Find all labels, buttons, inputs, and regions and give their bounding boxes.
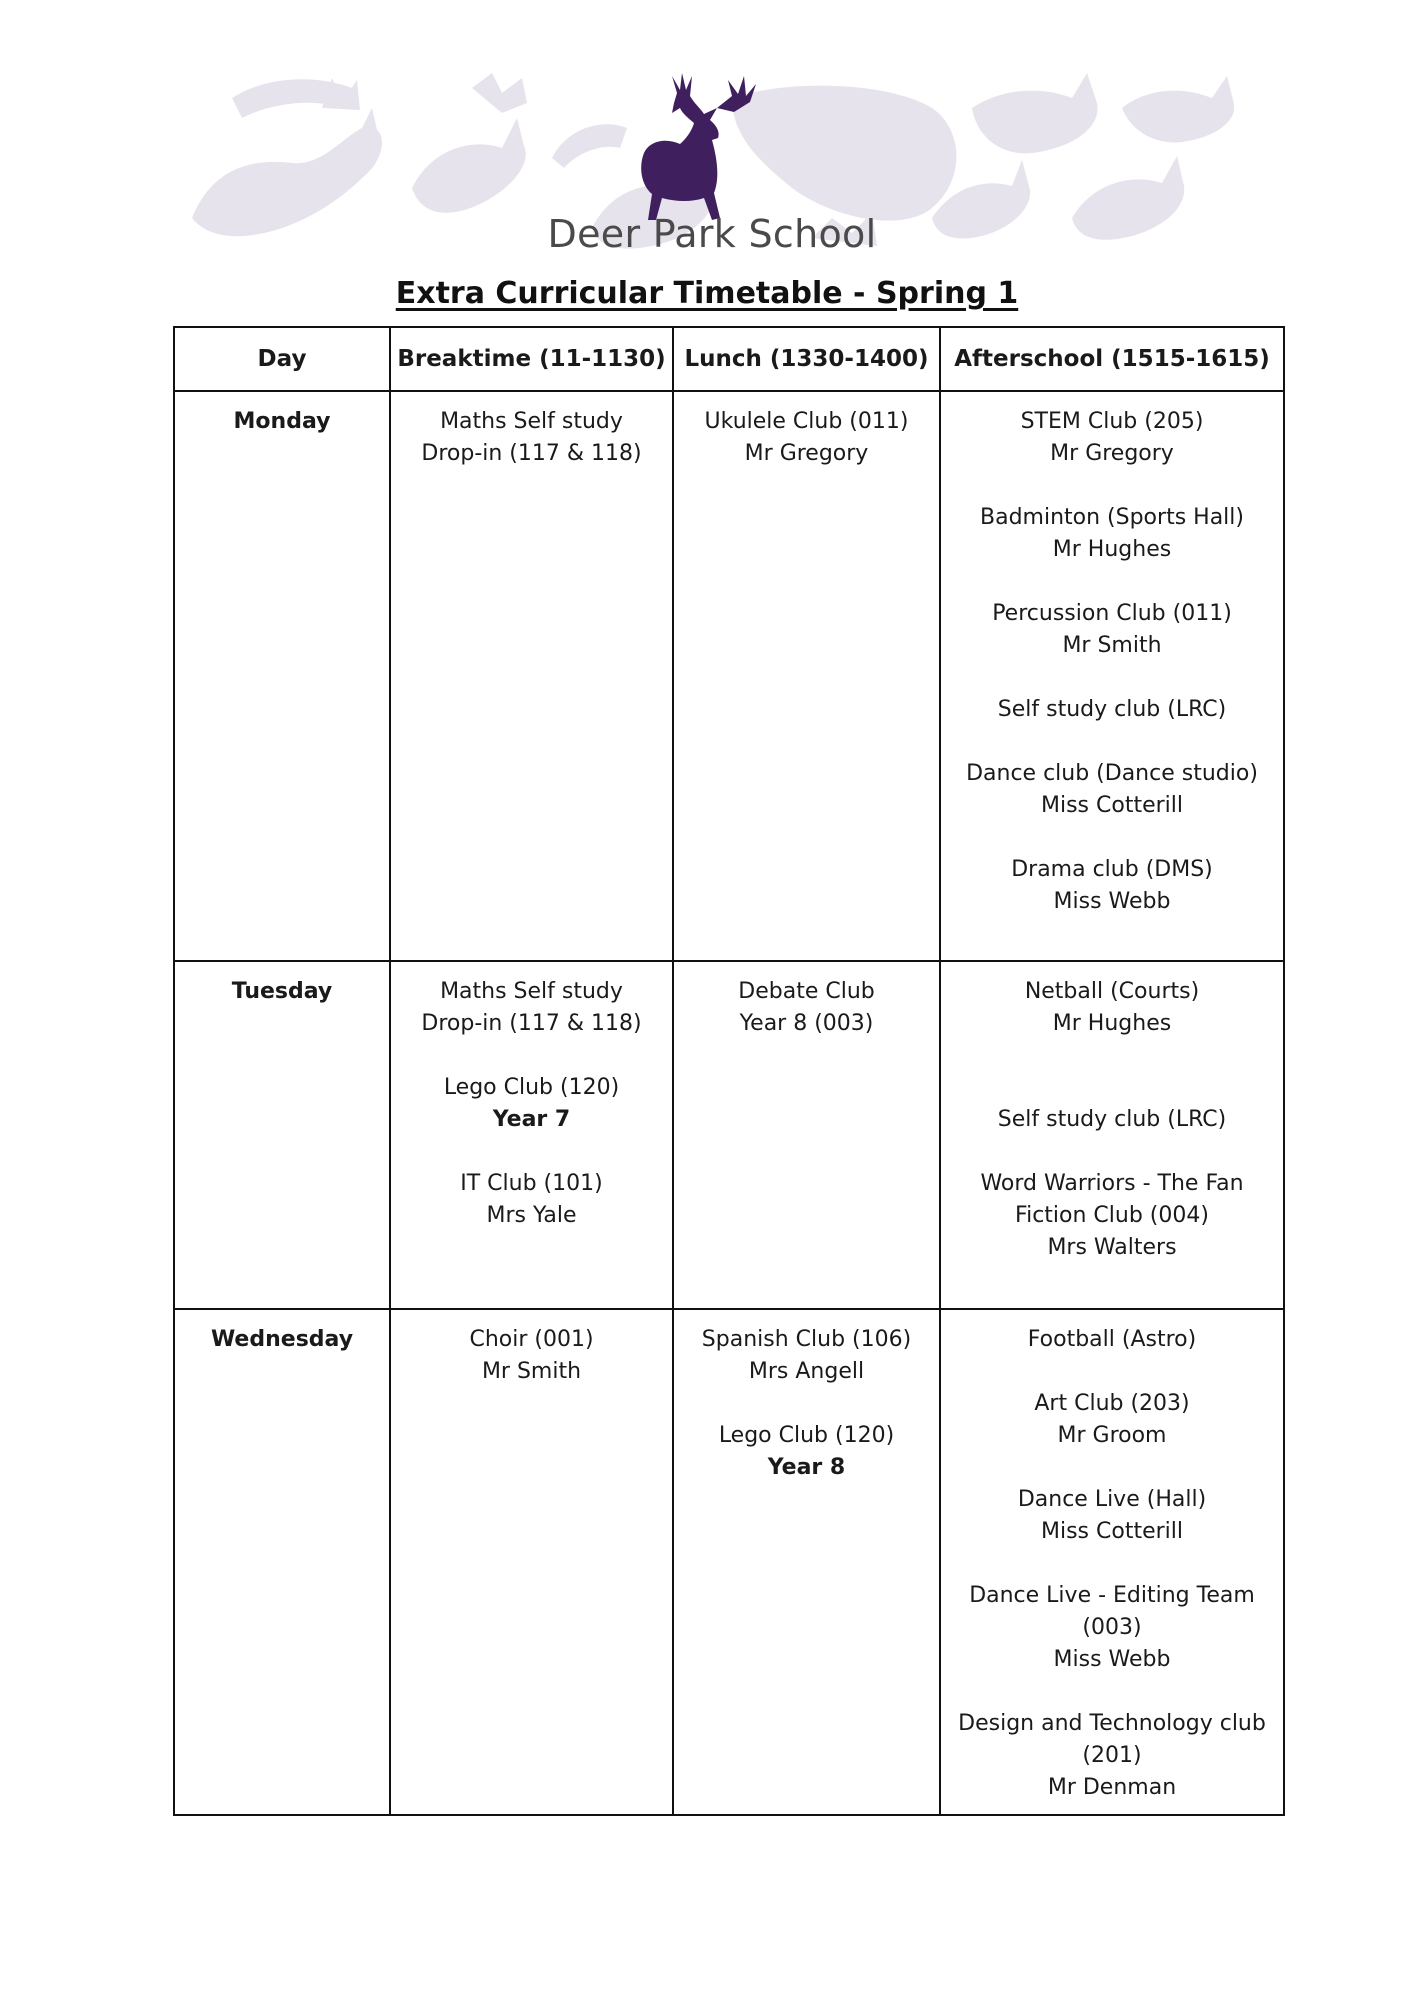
activity-detail: Drop-in (117 & 118) xyxy=(421,1011,642,1036)
activity-entry xyxy=(947,1388,1277,1452)
activity-detail: Mr Gregory xyxy=(1050,441,1174,466)
activity-entry xyxy=(680,976,933,1040)
activity-entry xyxy=(397,1072,666,1136)
activity-entry xyxy=(947,598,1277,662)
activity-name: Art Club (203) xyxy=(1034,1391,1190,1416)
column-header-lunch: Lunch (1330-1400) xyxy=(673,327,940,391)
school-name: Deer Park School xyxy=(547,212,877,256)
day-cell: Tuesday xyxy=(174,961,390,1309)
activity-entry xyxy=(947,1168,1277,1264)
activity-name: Spanish Club (106) xyxy=(701,1327,912,1352)
activity-detail: Miss Cotterill xyxy=(1040,793,1183,818)
activity-name: Lego Club (120) xyxy=(718,1423,895,1448)
activity-detail: Miss Webb xyxy=(1053,1647,1171,1672)
activity-entry xyxy=(947,1484,1277,1548)
lunch-cell xyxy=(673,1309,940,1815)
school-header xyxy=(172,68,1252,264)
activity-detail: Miss Cotterill xyxy=(1040,1519,1183,1544)
activity-name: Drama club (DMS) xyxy=(1011,857,1213,882)
activity-entry xyxy=(947,854,1277,918)
activity-entry xyxy=(947,406,1277,470)
activity-name: Maths Self study xyxy=(440,409,623,434)
activity-name: Badminton (Sports Hall) xyxy=(980,505,1244,530)
stag-icon xyxy=(641,73,756,220)
table-row-tuesday xyxy=(174,961,1284,1309)
day-cell: Monday xyxy=(174,391,390,961)
activity-entry xyxy=(680,1420,933,1484)
day-cell: Wednesday xyxy=(174,1309,390,1815)
activity-detail: Mr Groom xyxy=(1057,1423,1167,1448)
activity-name: Football (Astro) xyxy=(1027,1327,1197,1352)
activity-detail: Mr Hughes xyxy=(1052,1011,1172,1036)
activity-name: Self study club (LRC) xyxy=(997,1107,1227,1132)
timetable xyxy=(173,326,1285,1816)
lunch-cell xyxy=(673,961,940,1309)
activity-name: Dance club (Dance studio) xyxy=(966,761,1258,786)
column-header-breaktime: Breaktime (11-1130) xyxy=(390,327,673,391)
breaktime-cell xyxy=(390,961,673,1309)
activity-detail: Mr Denman xyxy=(1047,1775,1177,1800)
activity-detail: Mr Smith xyxy=(1062,633,1162,658)
activity-room: (003) xyxy=(1082,1615,1142,1640)
activity-entry xyxy=(397,406,666,470)
activity-name: IT Club (101) xyxy=(460,1171,603,1196)
activity-detail: Year 8 (003) xyxy=(739,1011,874,1036)
activity-detail: Mr Gregory xyxy=(744,441,869,466)
activity-entry xyxy=(947,1104,1277,1136)
activity-entry xyxy=(680,406,933,470)
activity-year-group: Year 8 xyxy=(767,1455,846,1480)
activity-detail: Mrs Angell xyxy=(748,1359,865,1384)
activity-name-continued: Fiction Club (004) xyxy=(1015,1203,1209,1228)
activity-room: (201) xyxy=(1082,1743,1142,1768)
activity-name: Word Warriors - The Fan xyxy=(980,1171,1244,1196)
table-row-monday xyxy=(174,391,1284,961)
breaktime-cell xyxy=(390,391,673,961)
activity-entry xyxy=(397,1324,666,1388)
activity-name: Lego Club (120) xyxy=(443,1075,620,1100)
activity-detail: Mr Hughes xyxy=(1052,537,1172,562)
activity-detail: Drop-in (117 & 118) xyxy=(421,441,642,466)
activity-name: STEM Club (205) xyxy=(1020,409,1204,434)
activity-entry xyxy=(397,1168,666,1232)
activity-name: Self study club (LRC) xyxy=(997,697,1227,722)
activity-name: Choir (001) xyxy=(469,1327,594,1352)
lunch-cell xyxy=(673,391,940,961)
activity-detail: Mrs Yale xyxy=(486,1203,577,1228)
activity-entry xyxy=(947,502,1277,566)
column-header-afterschool: Afterschool (1515-1615) xyxy=(940,327,1284,391)
activity-entry xyxy=(947,694,1277,726)
column-header-day: Day xyxy=(174,327,390,391)
activity-name: Dance Live (Hall) xyxy=(1017,1487,1207,1512)
activity-entry xyxy=(947,758,1277,822)
activity-name: Percussion Club (011) xyxy=(992,601,1232,626)
activity-name: Design and Technology club xyxy=(958,1711,1266,1736)
afterschool-cell xyxy=(940,391,1284,961)
activity-entry xyxy=(680,1324,933,1388)
activity-year-group: Year 7 xyxy=(492,1107,571,1132)
activity-detail: Mr Smith xyxy=(481,1359,582,1384)
activity-entry xyxy=(947,1708,1277,1804)
breaktime-cell xyxy=(390,1309,673,1815)
table-row-wednesday xyxy=(174,1309,1284,1815)
activity-entry xyxy=(947,976,1277,1040)
activity-name: Dance Live - Editing Team xyxy=(969,1583,1255,1608)
activity-entry xyxy=(947,1324,1277,1356)
table-header-row xyxy=(174,327,1284,391)
afterschool-cell xyxy=(940,961,1284,1309)
page-title: Extra Curricular Timetable - Spring 1 xyxy=(395,276,1019,311)
activity-name: Ukulele Club (011) xyxy=(704,409,909,434)
afterschool-cell xyxy=(940,1309,1284,1815)
activity-name: Debate Club xyxy=(738,979,875,1004)
activity-entry xyxy=(947,1580,1277,1676)
activity-entry xyxy=(397,976,666,1040)
activity-detail: Mrs Walters xyxy=(1047,1235,1177,1260)
activity-name: Maths Self study xyxy=(440,979,623,1004)
activity-detail: Miss Webb xyxy=(1053,889,1171,914)
activity-name: Netball (Courts) xyxy=(1024,979,1200,1004)
